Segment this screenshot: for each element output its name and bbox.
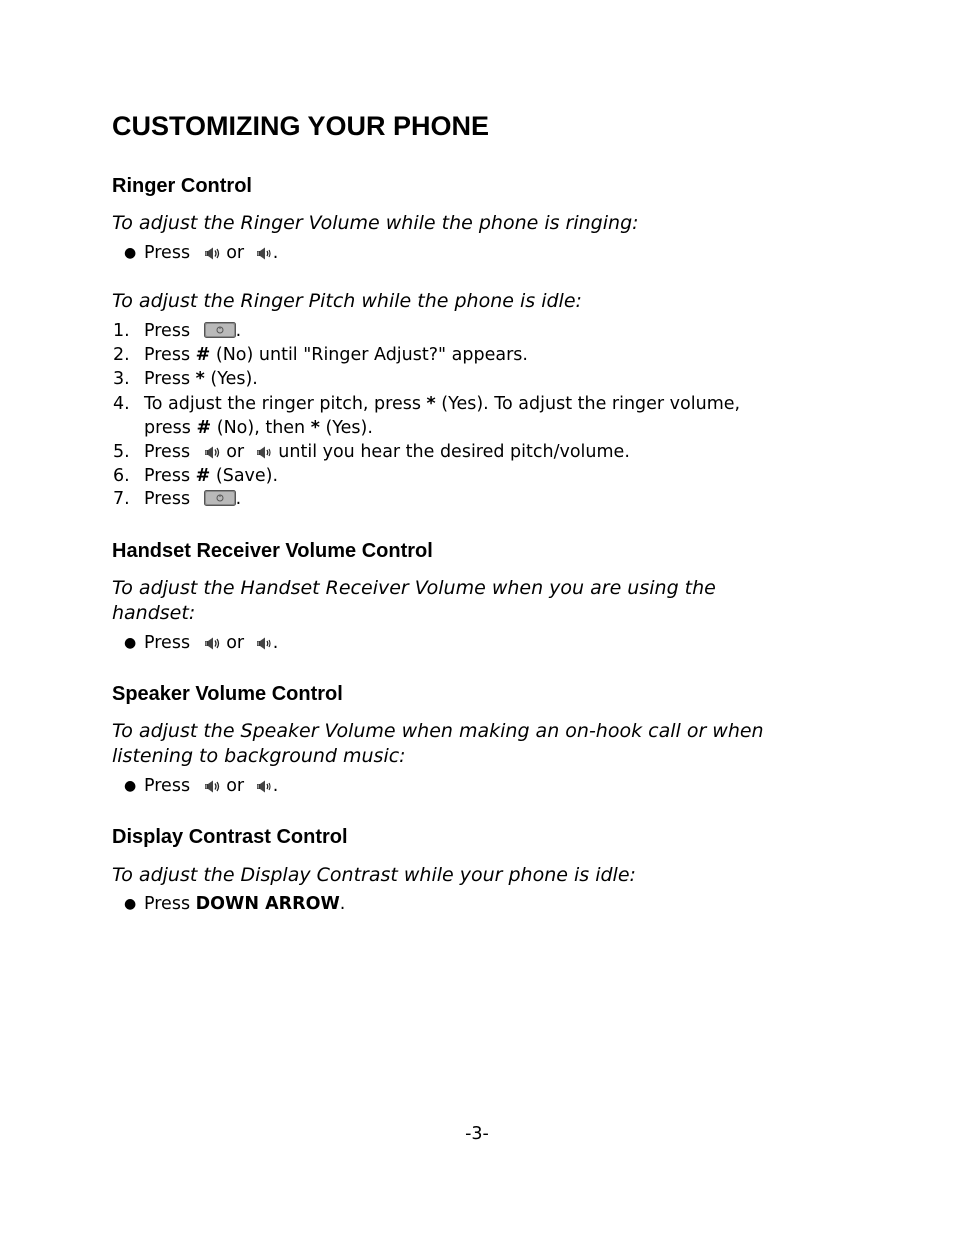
bullet-dot: ● — [124, 896, 137, 912]
or-text: or — [226, 442, 245, 462]
bullet-dot: ● — [124, 245, 137, 261]
step-number: 3. — [113, 369, 130, 389]
step-4-text: (No), then — [216, 418, 306, 438]
period-text: . — [339, 894, 346, 914]
display-contrast-heading: Display Contrast Control — [112, 826, 348, 848]
step-number: 2. — [113, 345, 130, 365]
press-text: Press — [144, 776, 191, 796]
period-text: . — [272, 776, 279, 796]
step-4-text: (Yes). To adjust the ringer volume, — [441, 394, 741, 414]
step-number: 6. — [113, 466, 130, 486]
speaker-intro-line-2: listening to background music: — [112, 745, 406, 767]
ringer-pitch-intro: To adjust the Ringer Pitch while the phone is idle: — [112, 290, 582, 312]
or-text: or — [226, 633, 245, 653]
speaker-volume-up-icon — [204, 445, 221, 460]
press-text: Press — [144, 894, 191, 914]
step-4-text: press — [144, 418, 191, 438]
step-5 — [144, 442, 630, 462]
press-text: Press — [144, 442, 191, 462]
hash-key: # — [195, 466, 211, 486]
bullet-dot: ● — [124, 635, 137, 651]
period-text: . — [235, 321, 242, 341]
step-number: 7. — [113, 489, 130, 509]
step-4-text: (Yes). — [325, 418, 373, 438]
period-text: . — [272, 243, 279, 263]
step-1 — [144, 321, 241, 341]
step-7 — [144, 489, 241, 509]
ringer-volume-instruction — [144, 243, 278, 263]
period-text: . — [272, 633, 279, 653]
step-3-text: (Yes). — [210, 369, 258, 389]
step-4-line-2 — [144, 418, 373, 438]
speaker-volume-up-icon — [204, 779, 221, 794]
step-number: 5. — [113, 442, 130, 462]
speaker-volume-down-icon — [256, 246, 273, 261]
step-number: 1. — [113, 321, 130, 341]
ringer-control-heading: Ringer Control — [112, 175, 252, 197]
down-arrow-key: DOWN ARROW — [195, 894, 340, 914]
press-text: Press — [144, 243, 191, 263]
menu-button-icon — [204, 490, 236, 506]
speaker-volume-up-icon — [204, 636, 221, 651]
speaker-intro-line-1: To adjust the Speaker Volume when making an on-hook call or when — [112, 720, 764, 742]
step-4-text: To adjust the ringer pitch, press — [144, 394, 421, 414]
speaker-volume-heading: Speaker Volume Control — [112, 683, 343, 705]
hash-key: # — [195, 345, 211, 365]
menu-button-icon — [204, 322, 236, 338]
ringer-volume-intro: To adjust the Ringer Volume while the phone is ringing: — [112, 212, 639, 234]
press-text: Press — [144, 345, 191, 365]
speaker-volume-instruction — [144, 776, 278, 796]
page-title: CUSTOMIZING YOUR PHONE — [112, 111, 490, 141]
step-5-text: until you hear the desired pitch/volume. — [278, 442, 630, 462]
press-text: Press — [144, 369, 191, 389]
step-6 — [144, 466, 278, 486]
handset-intro-line-1: To adjust the Handset Receiver Volume when you are using the — [112, 577, 716, 599]
hash-key: # — [196, 418, 212, 438]
star-key: * — [310, 418, 320, 438]
speaker-volume-down-icon — [256, 636, 273, 651]
step-2-text: (No) until "Ringer Adjust?" appears. — [215, 345, 528, 365]
star-key: * — [426, 394, 436, 414]
page-number: -3- — [465, 1124, 489, 1144]
or-text: or — [226, 776, 245, 796]
or-text: or — [226, 243, 245, 263]
handset-intro-line-2: handset: — [112, 602, 196, 624]
step-2 — [144, 345, 528, 365]
step-6-text: (Save). — [215, 466, 279, 486]
speaker-volume-up-icon — [204, 246, 221, 261]
period-text: . — [235, 489, 242, 509]
display-contrast-intro: To adjust the Display Contrast while your phone is idle: — [112, 864, 636, 886]
display-contrast-instruction — [144, 894, 345, 914]
press-text: Press — [144, 321, 191, 341]
speaker-volume-down-icon — [256, 779, 273, 794]
speaker-volume-down-icon — [256, 445, 273, 460]
bullet-dot: ● — [124, 778, 137, 794]
press-text: Press — [144, 489, 191, 509]
step-number: 4. — [113, 394, 130, 414]
handset-volume-instruction — [144, 633, 278, 653]
handset-volume-heading: Handset Receiver Volume Control — [112, 540, 433, 562]
press-text: Press — [144, 633, 191, 653]
press-text: Press — [144, 466, 191, 486]
star-key: * — [195, 369, 205, 389]
step-4-line-1 — [144, 394, 740, 414]
step-3 — [144, 369, 258, 389]
